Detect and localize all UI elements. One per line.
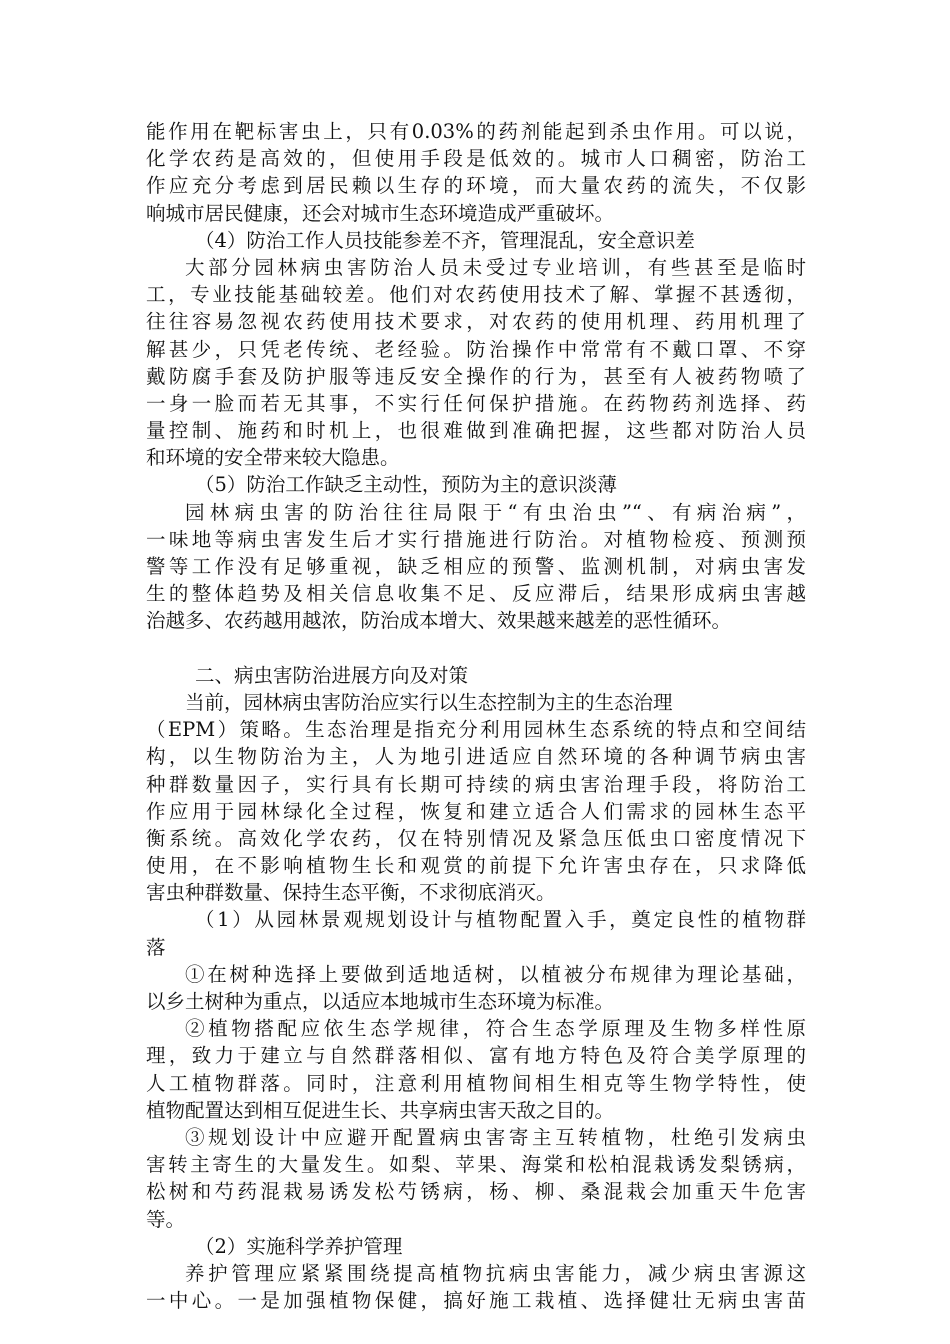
text-line: 松树和芍药混栽易诱发松芍锈病，杨、柳、桑混栽会加重天牛危害 <box>146 1180 806 1204</box>
text-line: 一味地等病虫害发生后才实行措施进行防治。对植物检疫、预测预 <box>146 527 806 551</box>
text-line: 落 <box>146 935 166 959</box>
text-line: 工，专业技能基础较差。他们对农药使用技术了解、掌握不甚透彻， <box>146 283 806 307</box>
text-line: ②植物搭配应依生态学规律，符合生态学原理及生物多样性原 <box>185 1017 806 1041</box>
text-line: ①在树种选择上要做到适地适树，以植被分布规律为理论基础， <box>185 962 806 986</box>
blank-line <box>146 635 806 662</box>
text-line: 一身一脸而若无其事，不实行任何保护措施。在药物药剂选择、药 <box>146 391 806 415</box>
text-line: 一中心。一是加强植物保健，搞好施工栽植、选择健壮无病虫害苗 <box>146 1289 806 1313</box>
text-line: 人工植物群落。同时，注意利用植物间相生相克等生物学特性，使 <box>146 1071 806 1095</box>
text-line: 养护管理应紧紧围绕提高植物抗病虫害能力，减少病虫害源这 <box>185 1261 806 1285</box>
text-line: 大部分园林病虫害防治人员未受过专业培训，有些甚至是临时 <box>185 255 806 279</box>
text-line: 往往容易忽视农药使用技术要求，对农药的使用机理、药用机理了 <box>146 310 806 334</box>
text-line: （5）防治工作缺乏主动性，预防为主的意识淡薄 <box>195 473 617 497</box>
text-line: 生的整体趋势及相关信息收集不足、反应滞后，结果形成病虫害越 <box>146 582 806 606</box>
text-line: 以乡土树种为重点，以适应本地城市生态环境为标准。 <box>146 990 615 1013</box>
text-line: 警等工作没有足够重视，缺乏相应的预警、监测机制，对病虫害发 <box>146 555 806 578</box>
text-line: 量控制、施药和时机上，也很难做到准确把握，这些都对防治人员 <box>146 419 806 443</box>
text-line: （2）实施科学养护管理 <box>195 1234 403 1258</box>
text-line: 二、病虫害防治进展方向及对策 <box>195 663 469 687</box>
text-line: 衡系统。高效化学农药，仅在特别情况及紧急压低虫口密度情况下 <box>146 826 806 850</box>
text-line: 害转主寄生的大量发生。如梨、苹果、海棠和松柏混栽诱发梨锈病， <box>146 1153 806 1177</box>
text-line: （4）防治工作人员技能参差不齐，管理混乱，安全意识差 <box>195 228 695 252</box>
text-line: ③规划设计中应避开配置病虫害寄主互转植物，杜绝引发病虫 <box>185 1125 806 1149</box>
text-line: 作应充分考虑到居民赖以生存的环境，而大量农药的流失，不仅影 <box>146 174 806 198</box>
text-line: 和环境的安全带来较大隐患。 <box>146 446 400 470</box>
text-line: 解甚少，只凭老传统、老经验。防治操作中常常有不戴口罩、不穿 <box>146 337 806 361</box>
text-line: 种群数量因子，实行具有长期可持续的病虫害治理手段，将防治工 <box>146 772 806 796</box>
text-line: 作应用于园林绿化全过程，恢复和建立适合人们需求的园林生态平 <box>146 799 806 823</box>
text-line: 园林病虫害的防治往往局限于“有虫治虫”“、有病治病”， <box>185 500 806 524</box>
text-line: 理，致力于建立与自然群落相似、富有地方特色及符合美学原理的 <box>146 1044 806 1068</box>
text-line: 戴防腐手套及防护服等违反安全操作的行为，甚至有人被药物喷了 <box>146 364 806 388</box>
text-line: 能作用在靶标害虫上，只有0.03%的药剂能起到杀虫作用。可以说， <box>146 120 806 143</box>
text-line: （EPM）策略。生态治理是指充分利用园林生态系统的特点和空间结 <box>146 718 806 742</box>
text-line: 当前，园林病虫害防治应实行以生态控制为主的生态治理 <box>185 690 673 714</box>
text-line: 植物配置达到相互促进生长、共享病虫害天敌之目的。 <box>146 1098 615 1122</box>
text-line: 治越多、农药越用越浓，防治成本增大、效果越来越差的恶性循环。 <box>146 609 732 633</box>
text-line: 构，以生物防治为主，人为地引进适应自然环境的各种调节病虫害 <box>146 745 806 769</box>
text-line: 化学农药是高效的，但使用手段是低效的。城市人口稠密，防治工 <box>146 147 806 171</box>
text-line: 使用，在不影响植物生长和观赏的前提下允许害虫存在，只求降低 <box>146 854 806 878</box>
text-line: （1）从园林景观规划设计与植物配置入手，奠定良性的植物群 <box>195 908 806 932</box>
text-line: 等。 <box>146 1207 186 1231</box>
text-line: 害虫种群数量、保持生态平衡，不求彻底消灭。 <box>146 881 556 905</box>
text-line: 响城市居民健康，还会对城市生态环境造成严重破坏。 <box>146 201 615 225</box>
document-body <box>146 118 806 1314</box>
